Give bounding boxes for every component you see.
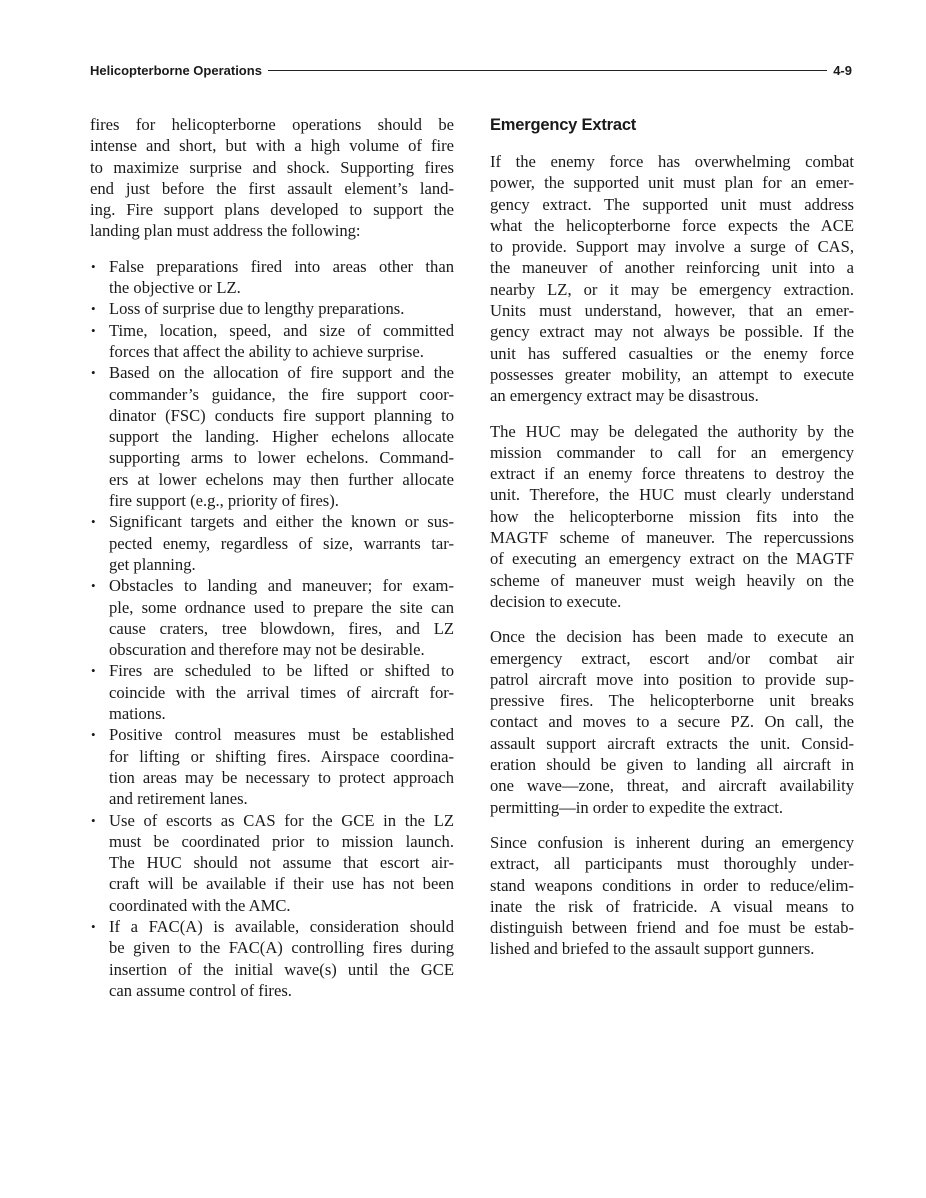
text-line: forces that affect the ability to achieve surprise. bbox=[109, 341, 424, 361]
text-line: The HUC should not assume that escort air- bbox=[109, 853, 454, 873]
text-line: Once the decision has been made to execute an bbox=[490, 627, 854, 647]
text-line: ple, some ordnance used to prepare the site can bbox=[109, 597, 454, 617]
text-line: obscuration and therefore may not be desirable. bbox=[109, 640, 425, 660]
bullet-item bbox=[90, 298, 454, 319]
bullet-dot-icon: • bbox=[91, 812, 96, 828]
bullet-item bbox=[90, 810, 454, 916]
text-line: the objective or LZ. bbox=[109, 278, 241, 298]
text-line: must be coordinated prior to mission launch. bbox=[109, 831, 454, 851]
bullet-dot-icon: • bbox=[91, 514, 96, 530]
text-line: permitting—in order to expedite the extract. bbox=[490, 797, 784, 817]
text-line: Based on the allocation of fire support and the bbox=[109, 363, 454, 383]
text-line: Use of escorts as CAS for the GCE in the LZ bbox=[109, 810, 454, 830]
text-line: Fires are scheduled to be lifted or shifted to bbox=[109, 661, 454, 681]
text-line: Since confusion is inherent during an emergency bbox=[490, 832, 854, 852]
text-line: Significant targets and either the known or sus- bbox=[109, 512, 454, 532]
emergency-extract-body bbox=[490, 151, 854, 960]
paragraph bbox=[490, 626, 854, 818]
bullet-dot-icon: • bbox=[91, 918, 96, 934]
text-line: and retirement lanes. bbox=[109, 789, 248, 809]
text-line: support the landing. Higher echelons allocate bbox=[109, 427, 454, 447]
bullet-item bbox=[90, 320, 454, 363]
bullet-item bbox=[90, 916, 454, 1001]
section-title-emergency-extract: Emergency Extract bbox=[490, 116, 637, 134]
text-line: landing plan must address the following: bbox=[90, 221, 361, 241]
text-line: MAGTF scheme of maneuver. The repercussions bbox=[490, 528, 854, 548]
text-line: ers at lower echelons may then further allocate bbox=[109, 469, 454, 489]
text-line: If a FAC(A) is available, consideration should bbox=[109, 916, 454, 936]
text-line: assault support aircraft extracts the unit. Consid- bbox=[490, 733, 854, 753]
bullet-dot-icon: • bbox=[91, 578, 96, 594]
text-line: gency extract. The supported unit must address bbox=[490, 194, 854, 214]
bullet-item bbox=[90, 575, 454, 660]
fire-support-bullet-list bbox=[90, 256, 454, 1001]
header-rule bbox=[268, 70, 827, 71]
text-line: The HUC may be delegated the authority by the bbox=[490, 421, 854, 441]
text-line: supporting arms to lower echelons. Command- bbox=[109, 448, 454, 468]
running-header-title: Helicopterborne Operations bbox=[90, 62, 262, 78]
text-line: If the enemy force has overwhelming combat bbox=[490, 152, 854, 171]
text-line: tion areas may be necessary to protect approach bbox=[109, 767, 454, 787]
text-line: unit. Therefore, the HUC must clearly understand bbox=[490, 485, 854, 505]
right-column bbox=[490, 114, 854, 974]
text-line: craft will be available if their use has not been bbox=[109, 874, 454, 894]
bullet-item bbox=[90, 660, 454, 724]
text-line: pressive fires. The helicopterborne unit breaks bbox=[490, 691, 854, 711]
text-line: be given to the FAC(A) controlling fires during bbox=[109, 938, 454, 958]
text-line: possesses greater mobility, an attempt to execute bbox=[490, 364, 854, 384]
text-line: Obstacles to landing and maneuver; for exam- bbox=[109, 576, 454, 596]
text-line: extract if an enemy force threatens to destroy the bbox=[490, 464, 854, 484]
text-line: how the helicopterborne mission fits into the bbox=[490, 506, 854, 526]
text-line: patrol aircraft move into position to provide sup- bbox=[490, 669, 854, 689]
text-line: distinguish between friend and foe must be estab- bbox=[490, 918, 854, 938]
text-line: decision to execute. bbox=[490, 591, 622, 611]
bullet-dot-icon: • bbox=[91, 258, 96, 274]
paragraph bbox=[490, 832, 854, 960]
paragraph bbox=[490, 421, 854, 613]
text-line: ing. Fire support plans developed to support the bbox=[90, 200, 454, 220]
text-line: an emergency extract may be disastrous. bbox=[490, 386, 759, 406]
text-line: stand weapons conditions in order to reduce/elim- bbox=[490, 875, 854, 895]
text-line: get planning. bbox=[109, 554, 196, 574]
text-line: mations. bbox=[109, 704, 166, 724]
page-number: 4-9 bbox=[833, 62, 852, 78]
text-line: what the helicopterborne force expects the ACE bbox=[490, 215, 854, 235]
text-line: False preparations fired into areas other than bbox=[109, 256, 454, 276]
text-line: eration should be given to landing all aircraft in bbox=[490, 755, 854, 775]
text-line: coincide with the arrival times of aircraft for- bbox=[109, 682, 454, 702]
text-line: fires for helicopterborne operations should be bbox=[90, 115, 454, 134]
text-line: of executing an emergency extract on the MAGTF bbox=[490, 549, 854, 569]
text-line: lished and briefed to the assault support gunners. bbox=[490, 939, 815, 959]
text-line: nearby LZ, or it may be emergency extraction. bbox=[490, 279, 854, 299]
text-line: unit has suffered casualties or the enemy force bbox=[490, 343, 854, 363]
bullet-dot-icon: • bbox=[91, 727, 96, 743]
text-line: commander’s guidance, the fire support coor- bbox=[109, 384, 454, 404]
bullet-item bbox=[90, 362, 454, 511]
text-line: insertion of the initial wave(s) until the GCE bbox=[109, 959, 454, 979]
text-line: one wave—zone, threat, and aircraft availability bbox=[490, 776, 854, 796]
bullet-dot-icon: • bbox=[91, 365, 96, 381]
text-line: emergency extract, escort and/or combat air bbox=[490, 648, 854, 668]
running-header bbox=[90, 60, 852, 80]
intro-paragraph bbox=[90, 114, 454, 242]
bullet-item bbox=[90, 511, 454, 575]
text-line: Positive control measures must be established bbox=[109, 725, 454, 745]
text-line: end just before the first assault element’s land- bbox=[90, 178, 454, 198]
text-line: to maximize surprise and shock. Supporting fires bbox=[90, 157, 454, 177]
text-line: scheme of maneuver must weigh heavily on the bbox=[490, 570, 854, 590]
text-line: to provide. Support may involve a surge of CAS, bbox=[490, 237, 854, 257]
text-line: contact and moves to a secure PZ. On call, the bbox=[490, 712, 854, 732]
text-line: the maneuver of another reinforcing unit into a bbox=[490, 258, 854, 278]
bullet-dot-icon: • bbox=[91, 322, 96, 338]
text-line: intense and short, but with a high volume of fire bbox=[90, 136, 454, 156]
left-column bbox=[90, 114, 454, 1001]
text-line: dinator (FSC) conducts fire support planning to bbox=[109, 405, 454, 425]
bullet-item bbox=[90, 724, 454, 809]
text-line: power, the supported unit must plan for an emer- bbox=[490, 173, 854, 193]
text-line: Units must understand, however, that an emer- bbox=[490, 301, 854, 321]
text-line: fire support (e.g., priority of fires). bbox=[109, 491, 339, 511]
text-line: Loss of surprise due to lengthy preparations. bbox=[109, 299, 405, 319]
bullet-dot-icon: • bbox=[91, 663, 96, 679]
text-line: can assume control of fires. bbox=[109, 980, 292, 1000]
text-line: mission commander to call for an emergency bbox=[490, 442, 854, 462]
text-line: Time, location, speed, and size of committed bbox=[109, 320, 454, 340]
bullet-item bbox=[90, 256, 454, 299]
text-line: inate the risk of fratricide. A visual means to bbox=[490, 896, 854, 916]
text-line: gency extract may not always be possible. If the bbox=[490, 322, 854, 342]
bullet-dot-icon: • bbox=[91, 301, 96, 317]
text-line: coordinated with the AMC. bbox=[109, 895, 291, 915]
text-line: for lifting or shifting fires. Airspace coordina- bbox=[109, 746, 454, 766]
text-line: cause craters, tree blowdown, fires, and LZ bbox=[109, 618, 454, 638]
text-line: extract, all participants must thoroughly under- bbox=[490, 854, 854, 874]
paragraph bbox=[490, 151, 854, 407]
text-line: pected enemy, regardless of size, warrants tar- bbox=[109, 533, 454, 553]
